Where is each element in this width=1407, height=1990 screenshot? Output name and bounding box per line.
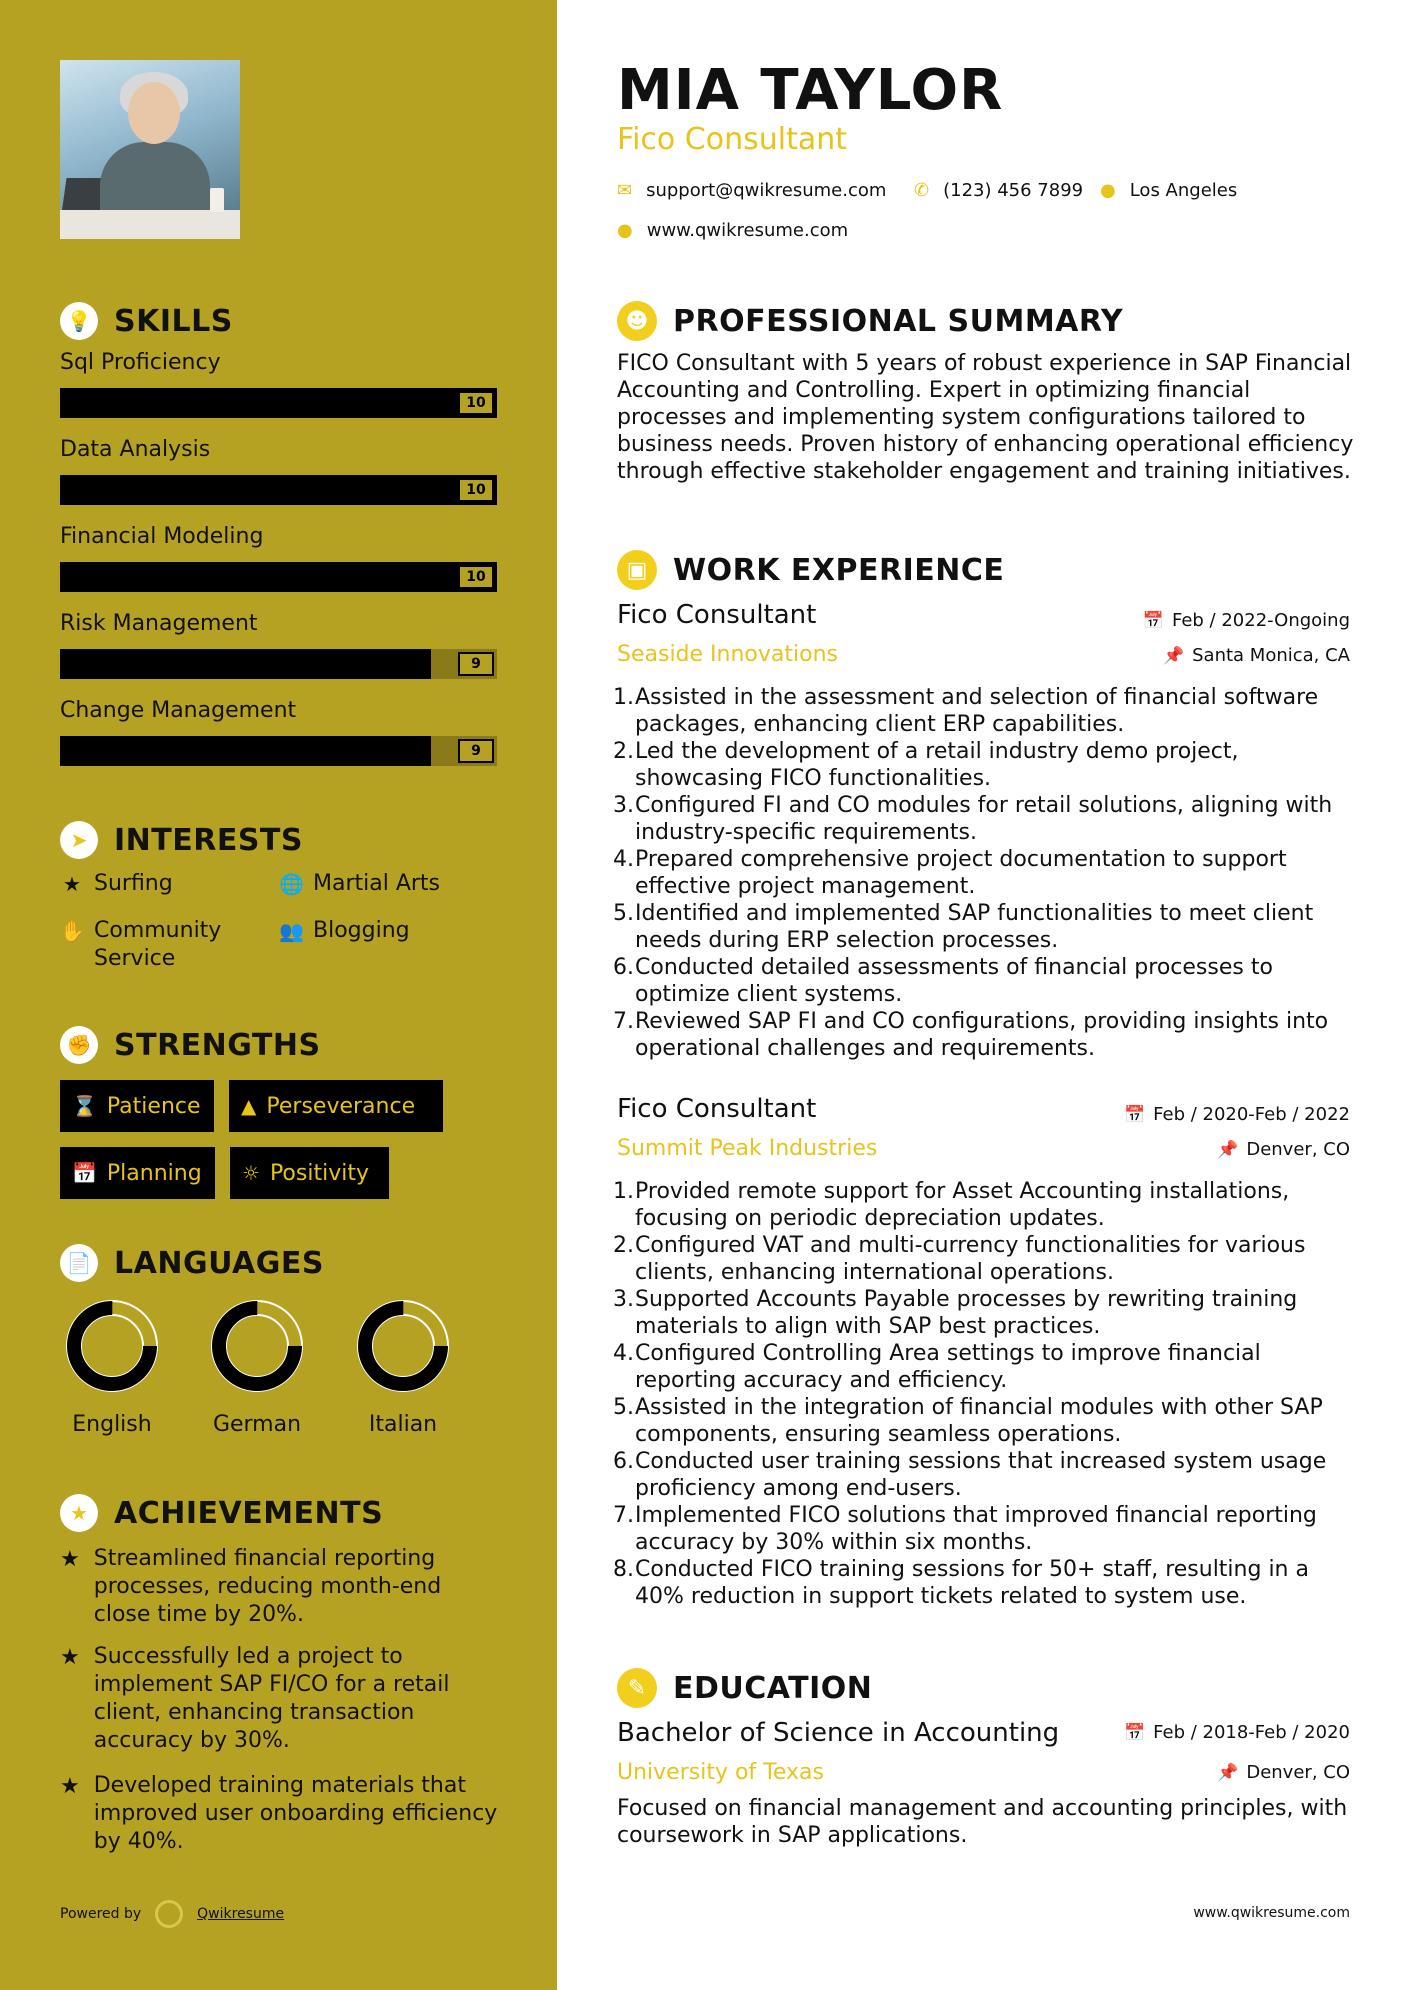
- duty-item: Conducted FICO training sessions for 50+ staff, resulting in a 40% reduction in support tickets related to system use.: [635, 1557, 1309, 1609]
- summary-text: FICO Consultant with 5 years of robust experience in SAP Financial Accounting and Controlling. Expert in optimizing financial processes and implementing system configurations tailored to business needs. Proven history of enhancing operational efficiency through effective stakeholder engagement and training initiatives.: [617, 351, 1354, 484]
- skill-bar: [60, 475, 497, 505]
- strength-label: Planning: [106, 1160, 202, 1186]
- location-text: Los Angeles: [1129, 180, 1238, 201]
- interest-item: [60, 870, 173, 898]
- job-dates-text: Feb / 2020-Feb / 2022: [1153, 1104, 1350, 1125]
- skill-bar: [60, 649, 497, 679]
- skills-heading: [60, 302, 233, 340]
- education-degree: Bachelor of Science in Accounting: [617, 1718, 1060, 1748]
- footer-url[interactable]: www.qwikresume.com: [1193, 1905, 1350, 1921]
- education-heading: [617, 1668, 872, 1708]
- education-description: Focused on financial management and accounting principles, with coursework in SAP applications.: [617, 1796, 1348, 1848]
- language-name: Italian: [368, 1412, 438, 1437]
- skill-score: 9: [458, 739, 494, 763]
- duty-item: Conducted detailed assessments of financial processes to optimize client systems.: [635, 955, 1273, 1007]
- summary-title: PROFESSIONAL SUMMARY: [673, 303, 1124, 339]
- star-icon: ★: [60, 1645, 80, 1670]
- fist-icon: ✊: [60, 1026, 98, 1064]
- duty-item: Led the development of a retail industry demo project, showcasing FICO functionalities.: [635, 739, 1239, 791]
- contact-email: [617, 180, 886, 201]
- road-icon: ▲: [241, 1094, 257, 1118]
- achievement-item: [60, 1545, 500, 1629]
- calendar-icon: 📅: [1123, 1722, 1146, 1743]
- skill-score: 10: [458, 565, 494, 589]
- users-icon: 👥: [279, 919, 304, 943]
- candidate-name: MIA TAYLOR: [617, 58, 1004, 123]
- strengths-heading: [60, 1026, 321, 1064]
- calendar-icon: 📅: [72, 1161, 97, 1185]
- language-item: [197, 1298, 317, 1437]
- language-item: [52, 1298, 172, 1437]
- calendar-icon: 📅: [1142, 610, 1164, 631]
- language-ring: [209, 1298, 305, 1394]
- skill-bar: [60, 562, 497, 592]
- education-dates: [1124, 1722, 1350, 1743]
- website-text[interactable]: www.qwikresume.com: [646, 220, 849, 241]
- achievement-item: [60, 1643, 500, 1755]
- job-duties: [617, 1178, 1357, 1610]
- duty-item: Provided remote support for Asset Accounting installations, focusing on periodic depreciation updates.: [635, 1179, 1290, 1231]
- language-name: English: [72, 1412, 152, 1437]
- interest-item: [279, 870, 440, 898]
- hourglass-icon: ⌛: [72, 1094, 97, 1118]
- skill-name: Change Management: [60, 698, 297, 723]
- interest-item: [279, 917, 410, 945]
- star-icon: ★: [60, 1774, 80, 1799]
- duty-item: Prepared comprehensive project documentation to support effective project management.: [635, 847, 1287, 899]
- job-dates-text: Feb / 2022-Ongoing: [1171, 610, 1350, 631]
- experience-title: WORK EXPERIENCE: [673, 552, 1005, 588]
- education-location: [1217, 1762, 1350, 1783]
- interests-heading: [60, 821, 303, 859]
- skill-item: [60, 524, 497, 592]
- duty-item: Configured Controlling Area settings to improve financial reporting accuracy and efficiency.: [635, 1341, 1261, 1393]
- skill-item: [60, 350, 497, 418]
- duty-item: Configured FI and CO modules for retail solutions, aligning with industry-specific requirements.: [635, 793, 1333, 845]
- strength-chip: [229, 1080, 443, 1132]
- skill-score: 10: [458, 391, 494, 415]
- duty-item: Reviewed SAP FI and CO configurations, providing insights into operational challenges and requirements.: [635, 1009, 1329, 1061]
- globe-icon: ●: [617, 220, 633, 241]
- user-icon: ☻: [617, 301, 657, 341]
- duty-item: Supported Accounts Payable processes by rewriting training materials to align with SAP best practices.: [635, 1287, 1298, 1339]
- phone-icon: ✆: [914, 180, 930, 201]
- pin-icon: 📌: [1162, 645, 1185, 666]
- graduation-icon: ✎: [617, 1668, 657, 1708]
- interest-label: Blogging: [313, 918, 410, 943]
- paper-plane-icon: ➤: [60, 821, 98, 859]
- job-company: Seaside Innovations: [617, 642, 838, 667]
- achievement-text: Successfully led a project to implement SAP FI/CO for a retail client, enhancing transaction accuracy by 30%.: [93, 1644, 450, 1753]
- contact-phone: [914, 180, 1083, 201]
- achievement-item: [60, 1772, 500, 1856]
- globe-icon: 🌐: [279, 872, 304, 896]
- hand-icon: ✋: [60, 919, 85, 943]
- interest-item: [60, 917, 250, 973]
- skill-name: Data Analysis: [60, 437, 211, 462]
- job-role: Fico Consultant: [617, 600, 817, 630]
- skill-name: Financial Modeling: [60, 524, 264, 549]
- contact-website: [617, 220, 848, 241]
- education-location-text: Denver, CO: [1246, 1762, 1350, 1783]
- language-ring: [64, 1298, 160, 1394]
- language-item: [343, 1298, 463, 1437]
- map-pin-icon: ●: [1100, 180, 1116, 201]
- languages-heading: [60, 1244, 324, 1282]
- sidebar: [0, 0, 557, 1990]
- duty-item: Assisted in the integration of financial modules with other SAP components, ensuring seamless operations.: [635, 1395, 1323, 1447]
- pin-icon: 📌: [1217, 1139, 1239, 1160]
- job-location-text: Denver, CO: [1246, 1139, 1350, 1160]
- skills-title: SKILLS: [114, 303, 233, 339]
- main-content: [557, 0, 1407, 1990]
- star-badge-icon: ★: [60, 1494, 98, 1532]
- duty-item: Configured VAT and multi-currency functionalities for various clients, enhancing international operations.: [635, 1233, 1306, 1285]
- qwikresume-link[interactable]: Qwikresume: [197, 1906, 285, 1922]
- candidate-title: Fico Consultant: [617, 122, 848, 157]
- language-ring: [355, 1298, 451, 1394]
- job-role: Fico Consultant: [617, 1094, 817, 1124]
- achievement-text: Developed training materials that improved user onboarding efficiency by 40%.: [93, 1773, 498, 1854]
- interest-label: Surfing: [94, 871, 173, 896]
- powered-by-label: Powered by: [60, 1906, 142, 1922]
- job-duties: [617, 684, 1357, 1062]
- skill-name: Risk Management: [60, 611, 258, 636]
- skill-bar: [60, 736, 497, 766]
- powered-by: [60, 1900, 284, 1928]
- skill-item: [60, 437, 497, 505]
- contact-location: [1100, 180, 1237, 201]
- strength-chip: [60, 1147, 215, 1199]
- job-company: Summit Peak Industries: [617, 1136, 878, 1161]
- interest-label: Martial Arts: [313, 871, 441, 896]
- job-location-text: Santa Monica, CA: [1192, 645, 1350, 666]
- duty-item: Implemented FICO solutions that improved financial reporting accuracy by 30% within six months.: [635, 1503, 1317, 1555]
- job-dates: [1124, 1104, 1350, 1125]
- skill-score: 9: [458, 652, 494, 676]
- skill-name: Sql Proficiency: [60, 350, 221, 375]
- chair-icon: ▣: [617, 550, 657, 590]
- education-title: EDUCATION: [673, 1670, 873, 1706]
- education-dates-text: Feb / 2018-Feb / 2020: [1153, 1722, 1350, 1743]
- duty-item: Identified and implemented SAP functionalities to meet client needs during ERP selection processes.: [635, 901, 1314, 953]
- sun-icon: ☼: [242, 1161, 260, 1185]
- skill-item: [60, 698, 497, 766]
- interest-label: Community Service: [94, 918, 222, 971]
- achievements-heading: [60, 1494, 383, 1532]
- profile-photo: [60, 60, 240, 239]
- strengths-title: STRENGTHS: [114, 1027, 321, 1063]
- languages-title: LANGUAGES: [114, 1245, 324, 1281]
- phone-text[interactable]: (123) 456 7899: [943, 180, 1084, 201]
- interests-title: INTERESTS: [114, 822, 303, 858]
- lightbulb-icon: 💡: [60, 302, 98, 340]
- skill-score: 10: [458, 478, 494, 502]
- language-name: German: [212, 1412, 302, 1437]
- experience-heading: [617, 550, 1004, 590]
- strength-chip: [60, 1080, 214, 1132]
- strength-label: Positivity: [269, 1160, 369, 1186]
- achievement-text: Streamlined financial reporting processes, reducing month-end close time by 20%.: [93, 1546, 442, 1627]
- strength-label: Perseverance: [266, 1093, 416, 1119]
- summary-heading: [617, 301, 1123, 341]
- duty-item: Assisted in the assessment and selection of financial software packages, enhancing client ERP capabilities.: [635, 685, 1319, 737]
- calendar-icon: 📅: [1123, 1104, 1146, 1125]
- pin-icon: 📌: [1217, 1762, 1239, 1783]
- email-text[interactable]: support@qwikresume.com: [646, 180, 887, 201]
- education-school: University of Texas: [617, 1760, 824, 1785]
- job-dates: [1143, 610, 1350, 631]
- star-icon: ★: [63, 872, 81, 896]
- job-location: [1217, 1139, 1350, 1160]
- id-card-icon: 📄: [60, 1244, 98, 1282]
- strength-chip: [230, 1147, 389, 1199]
- star-icon: ★: [60, 1547, 80, 1572]
- envelope-icon: ✉: [617, 180, 633, 201]
- achievements-title: ACHIEVEMENTS: [114, 1495, 384, 1531]
- duty-item: Conducted user training sessions that increased system usage proficiency among end-users.: [635, 1449, 1327, 1501]
- job-location: [1163, 645, 1350, 666]
- strength-label: Patience: [106, 1093, 201, 1119]
- skill-bar: [60, 388, 497, 418]
- qwikresume-logo-icon: [155, 1900, 183, 1928]
- skill-item: [60, 611, 497, 679]
